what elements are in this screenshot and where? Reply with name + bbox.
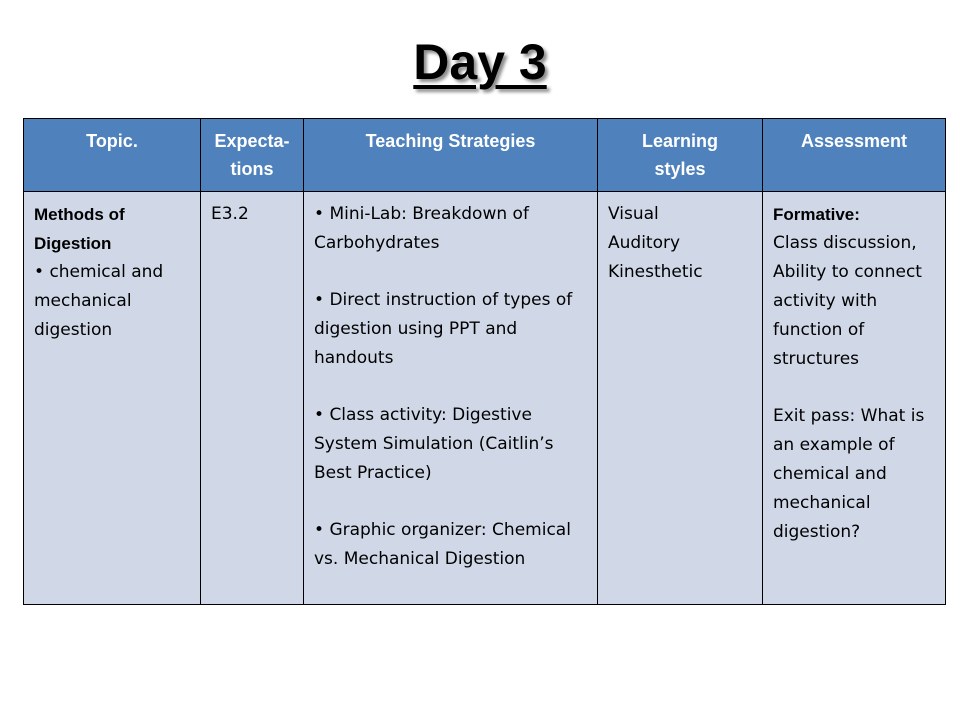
topic-bullet-text: chemical and mechanical digestion [34,262,164,340]
cell-learning-styles [598,192,763,605]
learning-style-item: Kinesthetic [608,262,703,282]
strategy-text: Mini-Lab: Breakdown of Carbohydrates [314,204,529,253]
header-topic: Topic. [24,119,201,192]
topic-title: Methods of Digestion [34,205,125,253]
header-learning-line2: styles [654,159,706,179]
strategy-text: Graphic organizer: Chemical vs. Mechanical Digestion [314,520,571,569]
cell-teaching-strategies [304,192,598,605]
expectation-code: E3.2 [211,204,249,224]
header-learning-styles [598,119,763,192]
spacer [314,258,587,286]
table-row [24,192,946,605]
assessment-text: Class discussion, Ability to connect activity with function of structures [773,233,922,369]
strategy-text: Class activity: Digestive System Simulation (Caitlin’s Best Practice) [314,405,554,483]
topic-bullet-item: • chemical and mechanical digestion [34,262,164,340]
learning-style-item: Visual [608,204,659,224]
header-assessment: Assessment [763,119,946,192]
strategy-item: • Direct instruction of types of digestion using PPT and handouts [314,290,573,368]
spacer [773,374,935,402]
cell-expectation [201,192,304,605]
slide-title [0,30,960,94]
header-expectations [201,119,304,192]
strategy-item: • Graphic organizer: Chemical vs. Mechanical Digestion [314,520,571,569]
exit-pass-text: Exit pass: What is an example of chemical and mechanical digestion? [773,406,925,542]
strategy-item: • Mini-Lab: Breakdown of Carbohydrates [314,204,529,253]
spacer [314,488,587,516]
slide-title-text: Day 3 [413,34,547,90]
header-teaching-strategies: Teaching Strategies [304,119,598,192]
learning-style-item: Auditory [608,233,681,253]
header-learning-line1: Learning [641,131,718,151]
strategy-item: • Class activity: Digestive System Simulation (Caitlin’s Best Practice) [314,405,554,483]
spacer [314,373,587,401]
lesson-plan-table [23,118,946,605]
header-expectations-line1: Expecta- [214,131,290,151]
cell-topic [24,192,201,605]
header-row [24,119,946,192]
strategy-text: Direct instruction of types of digestion using PPT and handouts [314,290,573,368]
assessment-heading: Formative: [773,205,860,224]
cell-assessment [763,192,946,605]
header-expectations-line2: tions [230,159,274,179]
